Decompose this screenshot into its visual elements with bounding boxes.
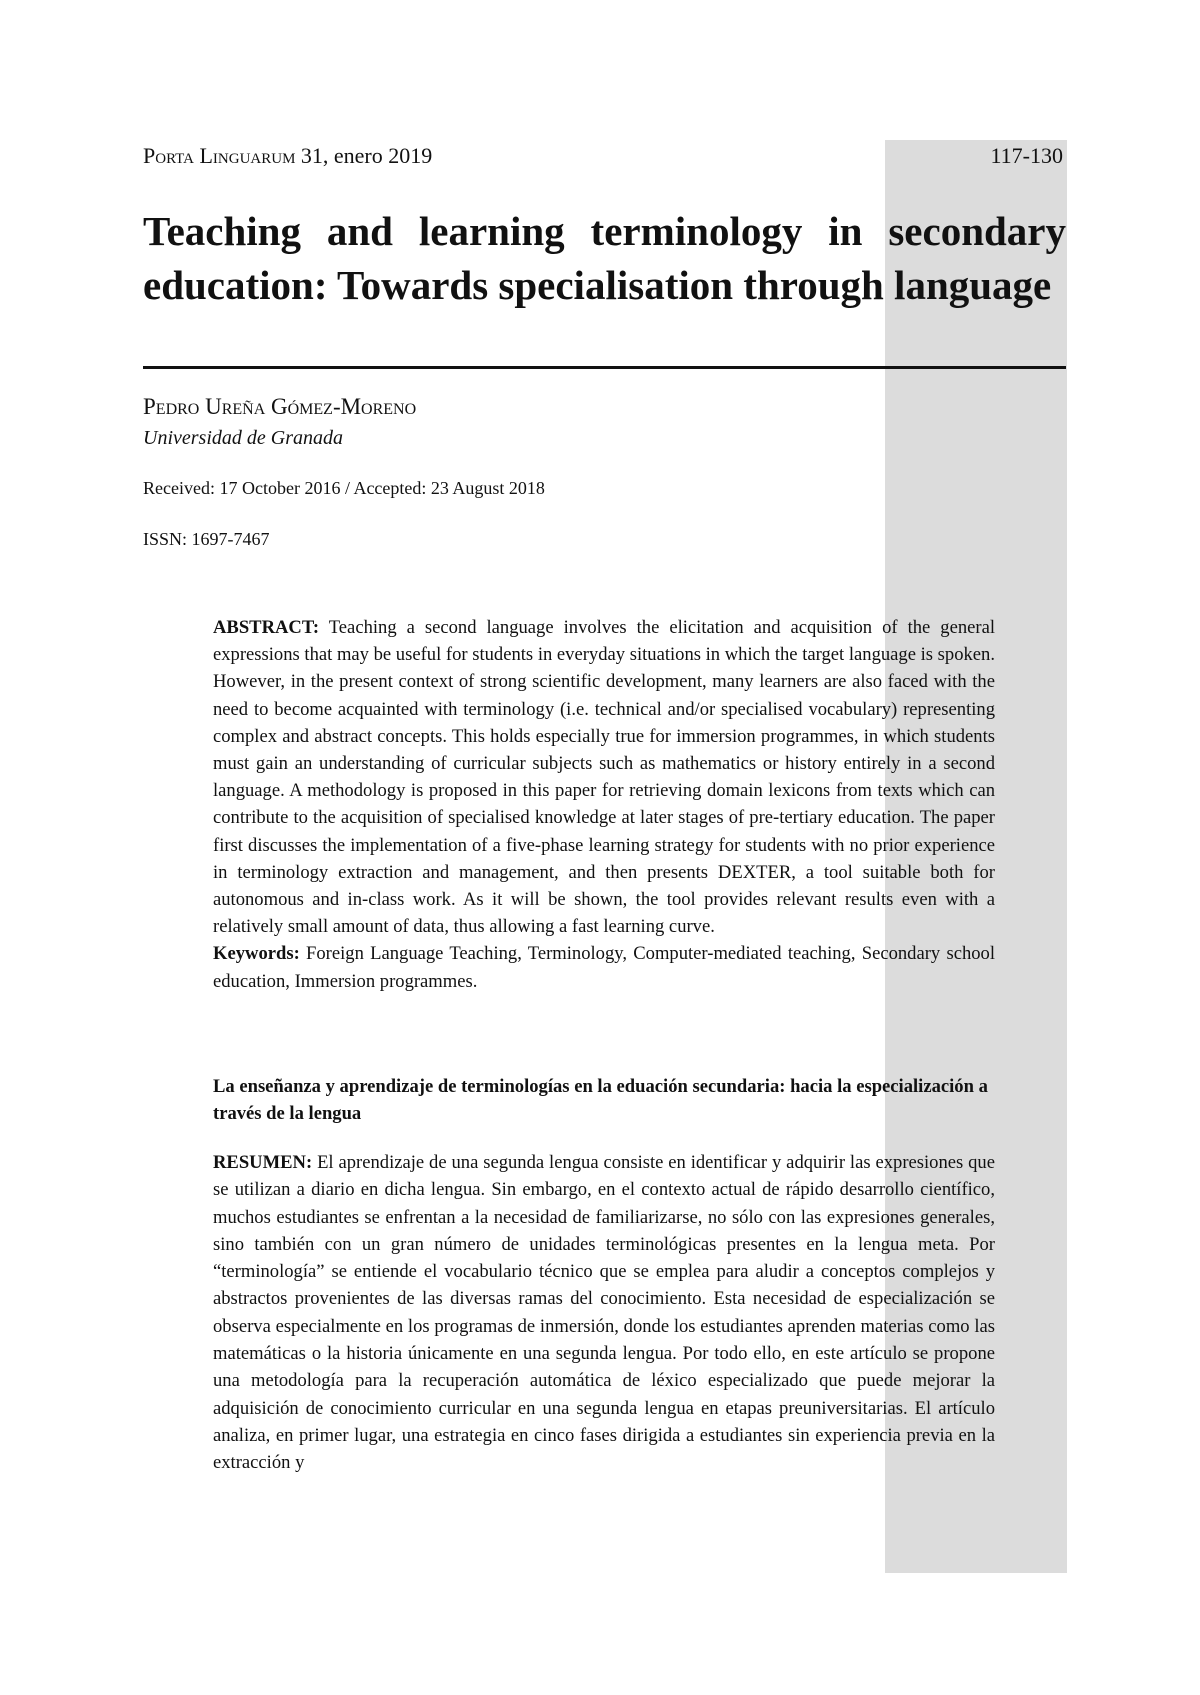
- keywords-text: Foreign Language Teaching, Terminology, Computer-mediated teaching, Secondary school education, Immersion programmes.: [213, 943, 996, 992]
- keywords-label: Keywords:: [213, 943, 300, 965]
- resumen-block: [213, 1149, 995, 1477]
- spanish-title: La enseñanza y aprendizaje de terminologías en la eduación secundaria: hacia la especialización a través de la lengua: [213, 1076, 988, 1125]
- resumen-text: El aprendizaje de una segunda lengua consiste en identificar y adquirir las expresiones que se utilizan a diario en dicha lengua. Sin embargo, en el contexto actual de rápido desarrollo científico, muchos estudiantes se enfrentan a la necesidad de familiarizarse, no sólo con las expresiones generales, sino también con un gran número de unidades terminológicas presentes en la lengua meta. Por “terminología” se entiende el vocabulario técnico que se emplea para aludir a conceptos complejos y abstractos provenientes de las diversas ramas del conocimiento. Esta necesidad de especialización se observa especialmente en los programas de inmersión, donde los estudiantes aprenden materias como las matemáticas o la historia únicamente en una segunda lengua. Por todo ello, en este artículo se propone una metodología para la recuperación automática de léxico especializado que puede mejorar la adquisición de conocimiento curricular en una segunda lengua en etapas preuniversitarias. El artículo analiza, en primer lugar, una estrategia en cinco fases dirigida a estudiantes sin experiencia previa en la extracción y: [213, 1152, 995, 1474]
- author-name: Pedro Ureña Gómez-Moreno: [143, 394, 417, 419]
- running-header: [143, 142, 1063, 170]
- abstract-label: ABSTRACT:: [213, 617, 320, 638]
- article-title: Teaching and learning terminology in secondary education: Towards specialisation through language: [143, 208, 1066, 308]
- resumen-label: RESUMEN:: [213, 1152, 313, 1173]
- abstract-text: Teaching a second language involves the elicitation and acquisition of the general expressions that may be useful for students in everyday situations in which the target language is spoken. However, in the present context of strong scientific development, many learners are also faced with the need to become acquainted with terminology (i.e. technical and/or specialised vocabulary) representing complex and abstract concepts. This holds especially true for immersion programmes, in which students must gain an understanding of curricular subjects such as mathematics or history entirely in a second language. A methodology is proposed in this paper for retrieving domain lexicons from texts which can contribute to the acquisition of specialised knowledge at later stages of pre-tertiary education. The paper first discusses the implementation of a five-phase learning strategy for students with no prior experience in terminology extraction and management, and then presents DEXTER, a tool suitable both for autonomous and in-class work. As it will be shown, the tool provides relevant results even with a relatively small amount of data, thus allowing a fast learning curve.: [213, 617, 996, 938]
- journal-issue: 31, enero 2019: [300, 143, 433, 168]
- issn: ISSN: 1697-7467: [143, 529, 270, 549]
- title-divider: [143, 366, 1066, 369]
- author-affiliation: Universidad de Granada: [143, 427, 343, 449]
- page-range: 117-130: [990, 143, 1063, 168]
- abstract-block: [213, 614, 995, 995]
- journal-name: Porta Linguarum: [143, 143, 296, 168]
- submission-dates: Received: 17 October 2016 / Accepted: 23 August 2018: [143, 478, 545, 498]
